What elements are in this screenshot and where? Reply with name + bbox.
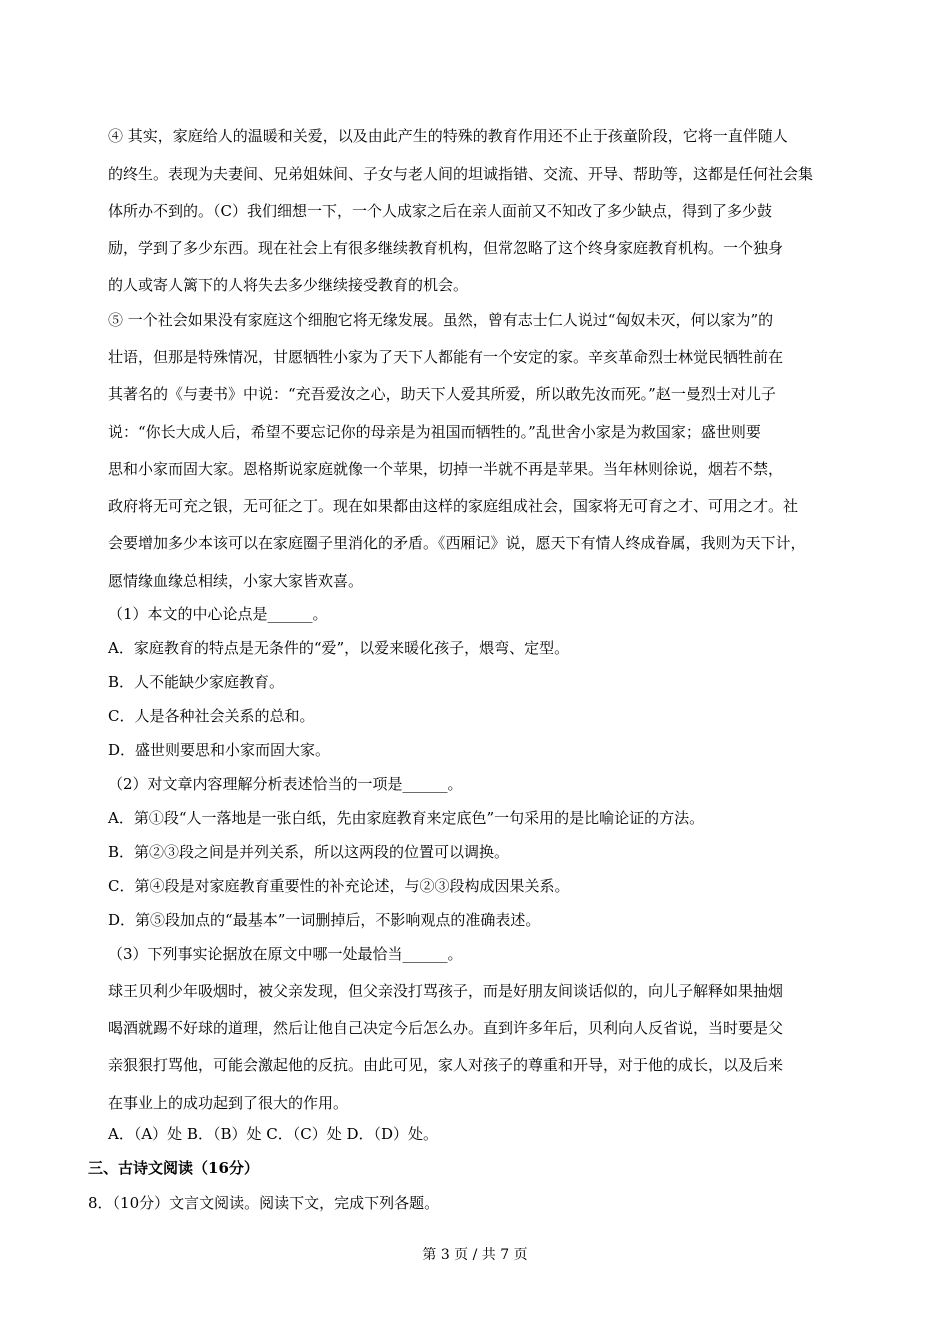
paragraph-5-line: 思和小家而固大家。恩格斯说家庭就像一个苹果，切掉一半就不再是苹果。当年林则徐说，烟若不禁，	[108, 460, 784, 478]
section-heading: 三、古诗文阅读（16分）	[88, 1159, 259, 1177]
question-3-passage-line: 球王贝利少年吸烟时，被父亲发现，但父亲没打骂孩子，而是好朋友间谈话似的，向儿子解释如果抽烟	[108, 982, 784, 1000]
paragraph-4-line: 励，学到了多少东西。现在社会上有很多继续教育机构，但常忽略了这个终身家庭教育机构。一个独身	[108, 239, 784, 257]
question-3-options: A．（A）处 B．（B）处 C．（C）处 D．（D）处。	[108, 1125, 439, 1143]
paragraph-4-line: 的终生。表现为夫妻间、兄弟姐妹间、子女与老人间的坦诚指错、交流、开导、帮助等，这都是任何社会集	[108, 165, 814, 183]
paragraph-4-line: ④ 其实，家庭给人的温暖和关爱，以及由此产生的特殊的教育作用还不止于孩童阶段，它将一直伴随人	[108, 127, 788, 145]
paragraph-5-line: 会要增加多少本该可以在家庭圈子里消化的矛盾。《西厢记》说，愿天下有情人终成眷属，我则为天下计，	[108, 534, 806, 552]
paragraph-5-line: 其著名的《与妻书》中说：“充吾爱汝之心，助天下人爱其所爱，所以敢先汝而死。”赵一曼烈士对儿子	[108, 385, 776, 403]
question-8-stem: 8．（10分）文言文阅读。阅读下文，完成下列各题。	[88, 1194, 440, 1212]
question-3-stem: （3）下列事实论据放在原文中哪一处最恰当______。	[108, 945, 463, 963]
question-3-passage-line: 在事业上的成功起到了很大的作用。	[108, 1094, 349, 1112]
paragraph-5-line: 愿情缘血缘总相续，小家大家皆欢喜。	[108, 572, 364, 590]
question-1-option: B．人不能缺少家庭教育。	[108, 673, 285, 691]
page-footer: 第 3 页 / 共 7 页	[422, 1247, 528, 1263]
paragraph-5-line: 壮语，但那是特殊情况，甘愿牺牲小家为了天下人都能有一个安定的家。辛亥革命烈士林觉民牺牲前在	[108, 348, 784, 366]
question-2-option: A．第①段“人一落地是一张白纸，先由家庭教育来定底色”一句采用的是比喻论证的方法。	[108, 809, 705, 827]
paragraph-5-line: 政府将无可充之银，无可征之丁。现在如果都由这样的家庭组成社会，国家将无可育之才、可用之才。社	[108, 497, 799, 515]
paragraph-5-line: 说：“你长大成人后，希望不要忘记你的母亲是为祖国而牺牲的。”乱世舍小家是为救国家；盛世则要	[108, 423, 761, 441]
question-3-passage-line: 亲狠狠打骂他，可能会激起他的反抗。由此可见，家人对孩子的尊重和开导，对于他的成长，以及后来	[108, 1056, 784, 1074]
question-2-option: B．第②③段之间是并列关系，所以这两段的位置可以调换。	[108, 843, 510, 861]
paragraph-4-line: 的人或寄人篱下的人将失去多少继续接受教育的机会。	[108, 276, 469, 294]
paragraph-4-line: 体所办不到的。（C）我们细想一下，一个人成家之后在亲人面前又不知改了多少缺点，得到了多少鼓	[108, 202, 772, 220]
question-2-option: C．第④段是对家庭教育重要性的补充论述，与②③段构成因果关系。	[108, 877, 570, 895]
question-2-option: D．第⑤段加点的“最基本”一词删掉后，不影响观点的准确表述。	[108, 911, 541, 929]
question-2-stem: （2）对文章内容理解分析表述恰当的一项是______。	[108, 775, 463, 793]
paragraph-5-line: ⑤ 一个社会如果没有家庭这个细胞它将无缘发展。虽然，曾有志士仁人说过“匈奴未灭，何以家为”的	[108, 311, 774, 329]
question-1-option: D．盛世则要思和小家而固大家。	[108, 741, 331, 759]
question-1-option: A．家庭教育的特点是无条件的“爱”，以爱来暖化孩子，煨弯、定型。	[108, 639, 570, 657]
question-1-option: C．人是各种社会关系的总和。	[108, 707, 315, 725]
question-1-stem: （1）本文的中心论点是______。	[108, 605, 328, 623]
question-3-passage-line: 喝酒就踢不好球的道理，然后让他自己决定今后怎么办。直到许多年后，贝利向人反省说，当时要是父	[108, 1019, 784, 1037]
